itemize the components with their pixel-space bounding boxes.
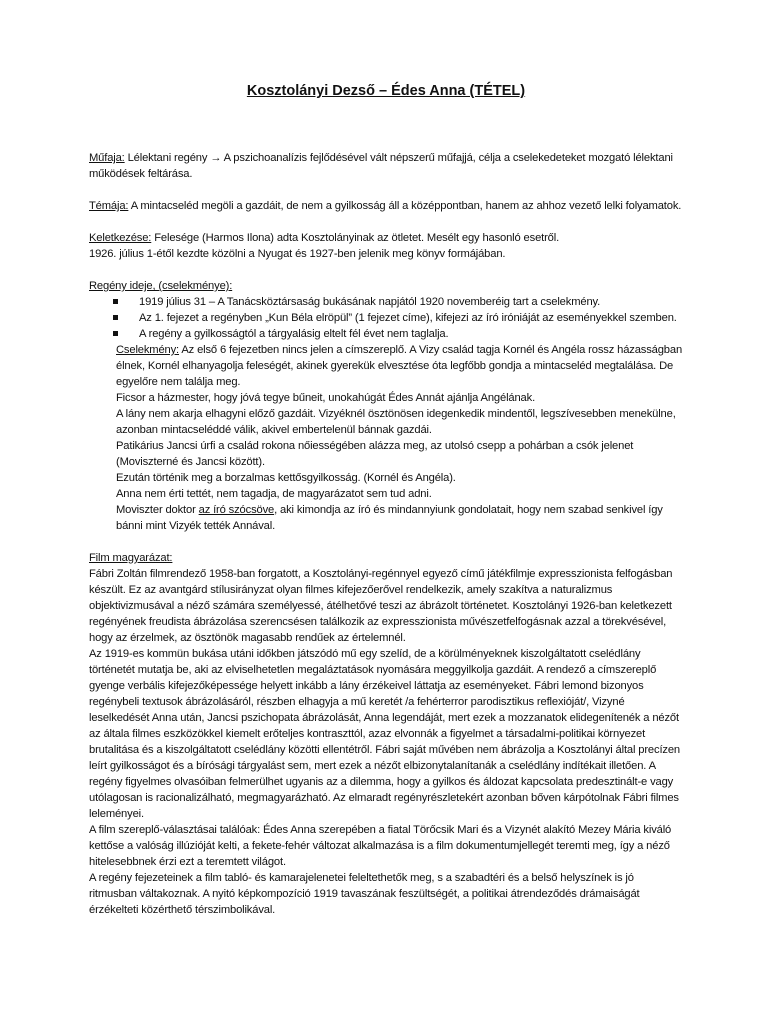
cselekmeny-p4: Patikárius Jancsi úrfi a család rokona nőiességében alázza meg, az utolsó csepp a pohárban a csók jelenet (Moviszterné és Jancsi között). (116, 440, 634, 468)
document-title: Kosztolányi Dezső – Édes Anna (TÉTEL) (246, 83, 526, 99)
keletkezese-section (89, 230, 683, 262)
mufaja-text-a: Lélektani regény (124, 152, 211, 164)
keletkezese-line2: 1926. július 1-étől kezdte közölni a Nyugat és 1927-ben jelenik meg könyv formájában. (89, 248, 506, 260)
mufaja-section (89, 150, 683, 182)
regeny-ideje-section (89, 278, 683, 534)
temaja-label: Témája: (89, 200, 129, 212)
temaja-section (89, 198, 683, 214)
iro-szocsove-text: az író szócsöve (198, 504, 275, 516)
mufaja-text-b: A pszichoanalízis fejlődésével vált népszerű műfajjá, célja a cselekedeteket mozgató lélektani működések feltárása. (89, 152, 673, 180)
cselekmeny-p2: Ficsor a házmester, hogy jóvá tegye bűneit, unokahúgát Édes Annát ajánlja Angélának. (116, 392, 536, 404)
film-section (89, 550, 683, 918)
film-paragraph: A film szereplő-választásai találóak: Édes Anna szerepében a fiatal Törőcsik Mari és a Vizynét alakító Mezey Mária kiváló kettőse a valóság illúzióját kelti, a fekete-fehér változat alkalmazása is a film dokumentumjellegét teremti meg, így a néző hitelesebbnek érzi ezt a teremtett világot. (89, 824, 672, 868)
list-item: 1919 július 31 – A Tanácsköztársaság bukásának napjától 1920 novemberéig tart a cselekmény. (89, 294, 683, 310)
film-label: Film magyarázat: (89, 552, 173, 564)
cselekmeny-p6: Anna nem érti tettét, nem tagadja, de magyarázatot sem tud adni. (116, 488, 432, 500)
bullet-icon (113, 331, 118, 336)
regeny-ideje-list (89, 294, 683, 342)
bullet-icon (113, 299, 118, 304)
temaja-text: A mintacseléd megöli a gazdáit, de nem a gyilkosság áll a középpontban, hanem az ahhoz vezető lelki folyamatok. (128, 200, 682, 212)
cselekmeny-label: Cselekmény: (116, 344, 180, 356)
cselekmeny-p7: Moviszter doktor az író szócsöve, aki kimondja az író és mindannyiunk gondolatait, hogy nem szabad senkivel így bánni mint Vizyék tették Annával. (116, 504, 663, 532)
cselekmeny-p3: A lány nem akarja elhagyni előző gazdáit. Vizyéknél ösztönösen idegenkedik mindentől, legszívesebben menekülne, azonban mintacseléddé válik, akivel embertelenül bánnak gazdái. (116, 408, 676, 436)
cselekmeny-p5: Ezután történik meg a borzalmas kettősgyilkosság. (Kornél és Angéla). (116, 472, 456, 484)
cselekmeny-block (89, 342, 683, 534)
document-page (89, 82, 683, 918)
keletkezese-text: Felesége (Harmos Ilona) adta Kosztolányinak az ötletet. Mesélt egy hasonló esetről. (151, 232, 560, 244)
mufaja-label: Műfaja: (89, 152, 125, 164)
list-item: A regény a gyilkosságtól a tárgyalásig eltelt fél évet nem taglalja. (89, 326, 683, 342)
list-item: Az 1. fejezet a regényben „Kun Béla elröpül” (1 fejezet címe), kifejezi az író iróniáját az eseményekkel szemben. (89, 310, 683, 326)
cselekmeny-first: Az első 6 fejezetben nincs jelen a címszereplő. A Vizy család tagja Kornél és Angéla rossz házasságban élnek, Kornél elhanyagolja feleségét, akinek gyerekük elvesztése óta legfőbb gondja a mintacseléd megtalálása. De egyelőre nem találja meg. (116, 344, 683, 388)
film-paragraph: A regény fejezeteinek a film tabló- és kamarajelenetei feleltethetők meg, s a szabadtéri és a belső helyszínek is jó ritmusban váltakoznak. A nyitó képkompozíció 1919 tavaszának feszültségét, a politikai átrendeződés drámaiságát érzékelteti közérthető térszimbolikával. (89, 872, 640, 916)
film-paragraph: Az 1919-es kommün bukása utáni időkben játszódó mű egy szelíd, de a körülményeknek kiszolgáltatott cselédlány történetét mutatja be, aki az elviselhetetlen megaláztatások nyomására meggyilkolja gazdáit. A rendező a címszereplő gyenge verbális kifejezőképessége helyett inkább a lány érzékeivel láttatja az eseményeket. Fábri lemond bizonyos regénybeli textusok ábrázolásáról, részben elhagyja a mű keretét /a fehérterror parodisztikus reflexióját/, Vizyné leselkedését Anna után, Jancsi pszichopata ábrázolását, Anna legendáját, mert ezek a mozzanatok elidegenítenék a nézőt az általa filmes eszközökkel kiemelt erőteljes kontraszttól, azaz elvonnák a figyelmet a társadalmi-politikai környezet brutalitása és a kiszolgáltatott cselédlány közötti ellentétről. Fábri saját művében nem ábrázolja a Kosztolányi által precízen leírt gyilkosságot és a bírósági tárgyalást sem, mert ezek a nézőt elbizonytalanítanák a cselédlány indítékait illetően. A regény figyelmes olvasóiban felmerülhet ugyanis az a dilemma, hogy a gyilkos és áldozat kapcsolata predesztinált-e vagy utólagosan is racionalizálható, megmagyarázható. Az elmaradt regényrészletekért azonban bőven kárpótolnak Fábri filmes leleményei. (89, 648, 680, 820)
regeny-ideje-label: Regény ideje, (cselekménye): (89, 280, 233, 292)
film-paragraph: Fábri Zoltán filmrendező 1958-ban forgatott, a Kosztolányi-regénnyel egyező című játékfilmje expresszionista felfogásban készült. Ez az avantgárd stílusirányzat olyan filmes kifejezőerővel rendelkezik, amely szakítva a naturalizmus objektivizmusával a néző számára személyessé, átélhetővé teszi az ábrázolt történetet. Kosztolányi 1926-ban keletkezett regényének freudista ábrázolása szerencsésen találkozik az expresszionista művészetfelfogásnak azzal a törekvésével, hogy az érzelmek, az ösztönök magasabb rendűek az értelemnél. (89, 568, 673, 644)
keletkezese-label: Keletkezése: (89, 232, 152, 244)
arrow-icon: → (210, 152, 222, 164)
bullet-icon (113, 315, 118, 320)
